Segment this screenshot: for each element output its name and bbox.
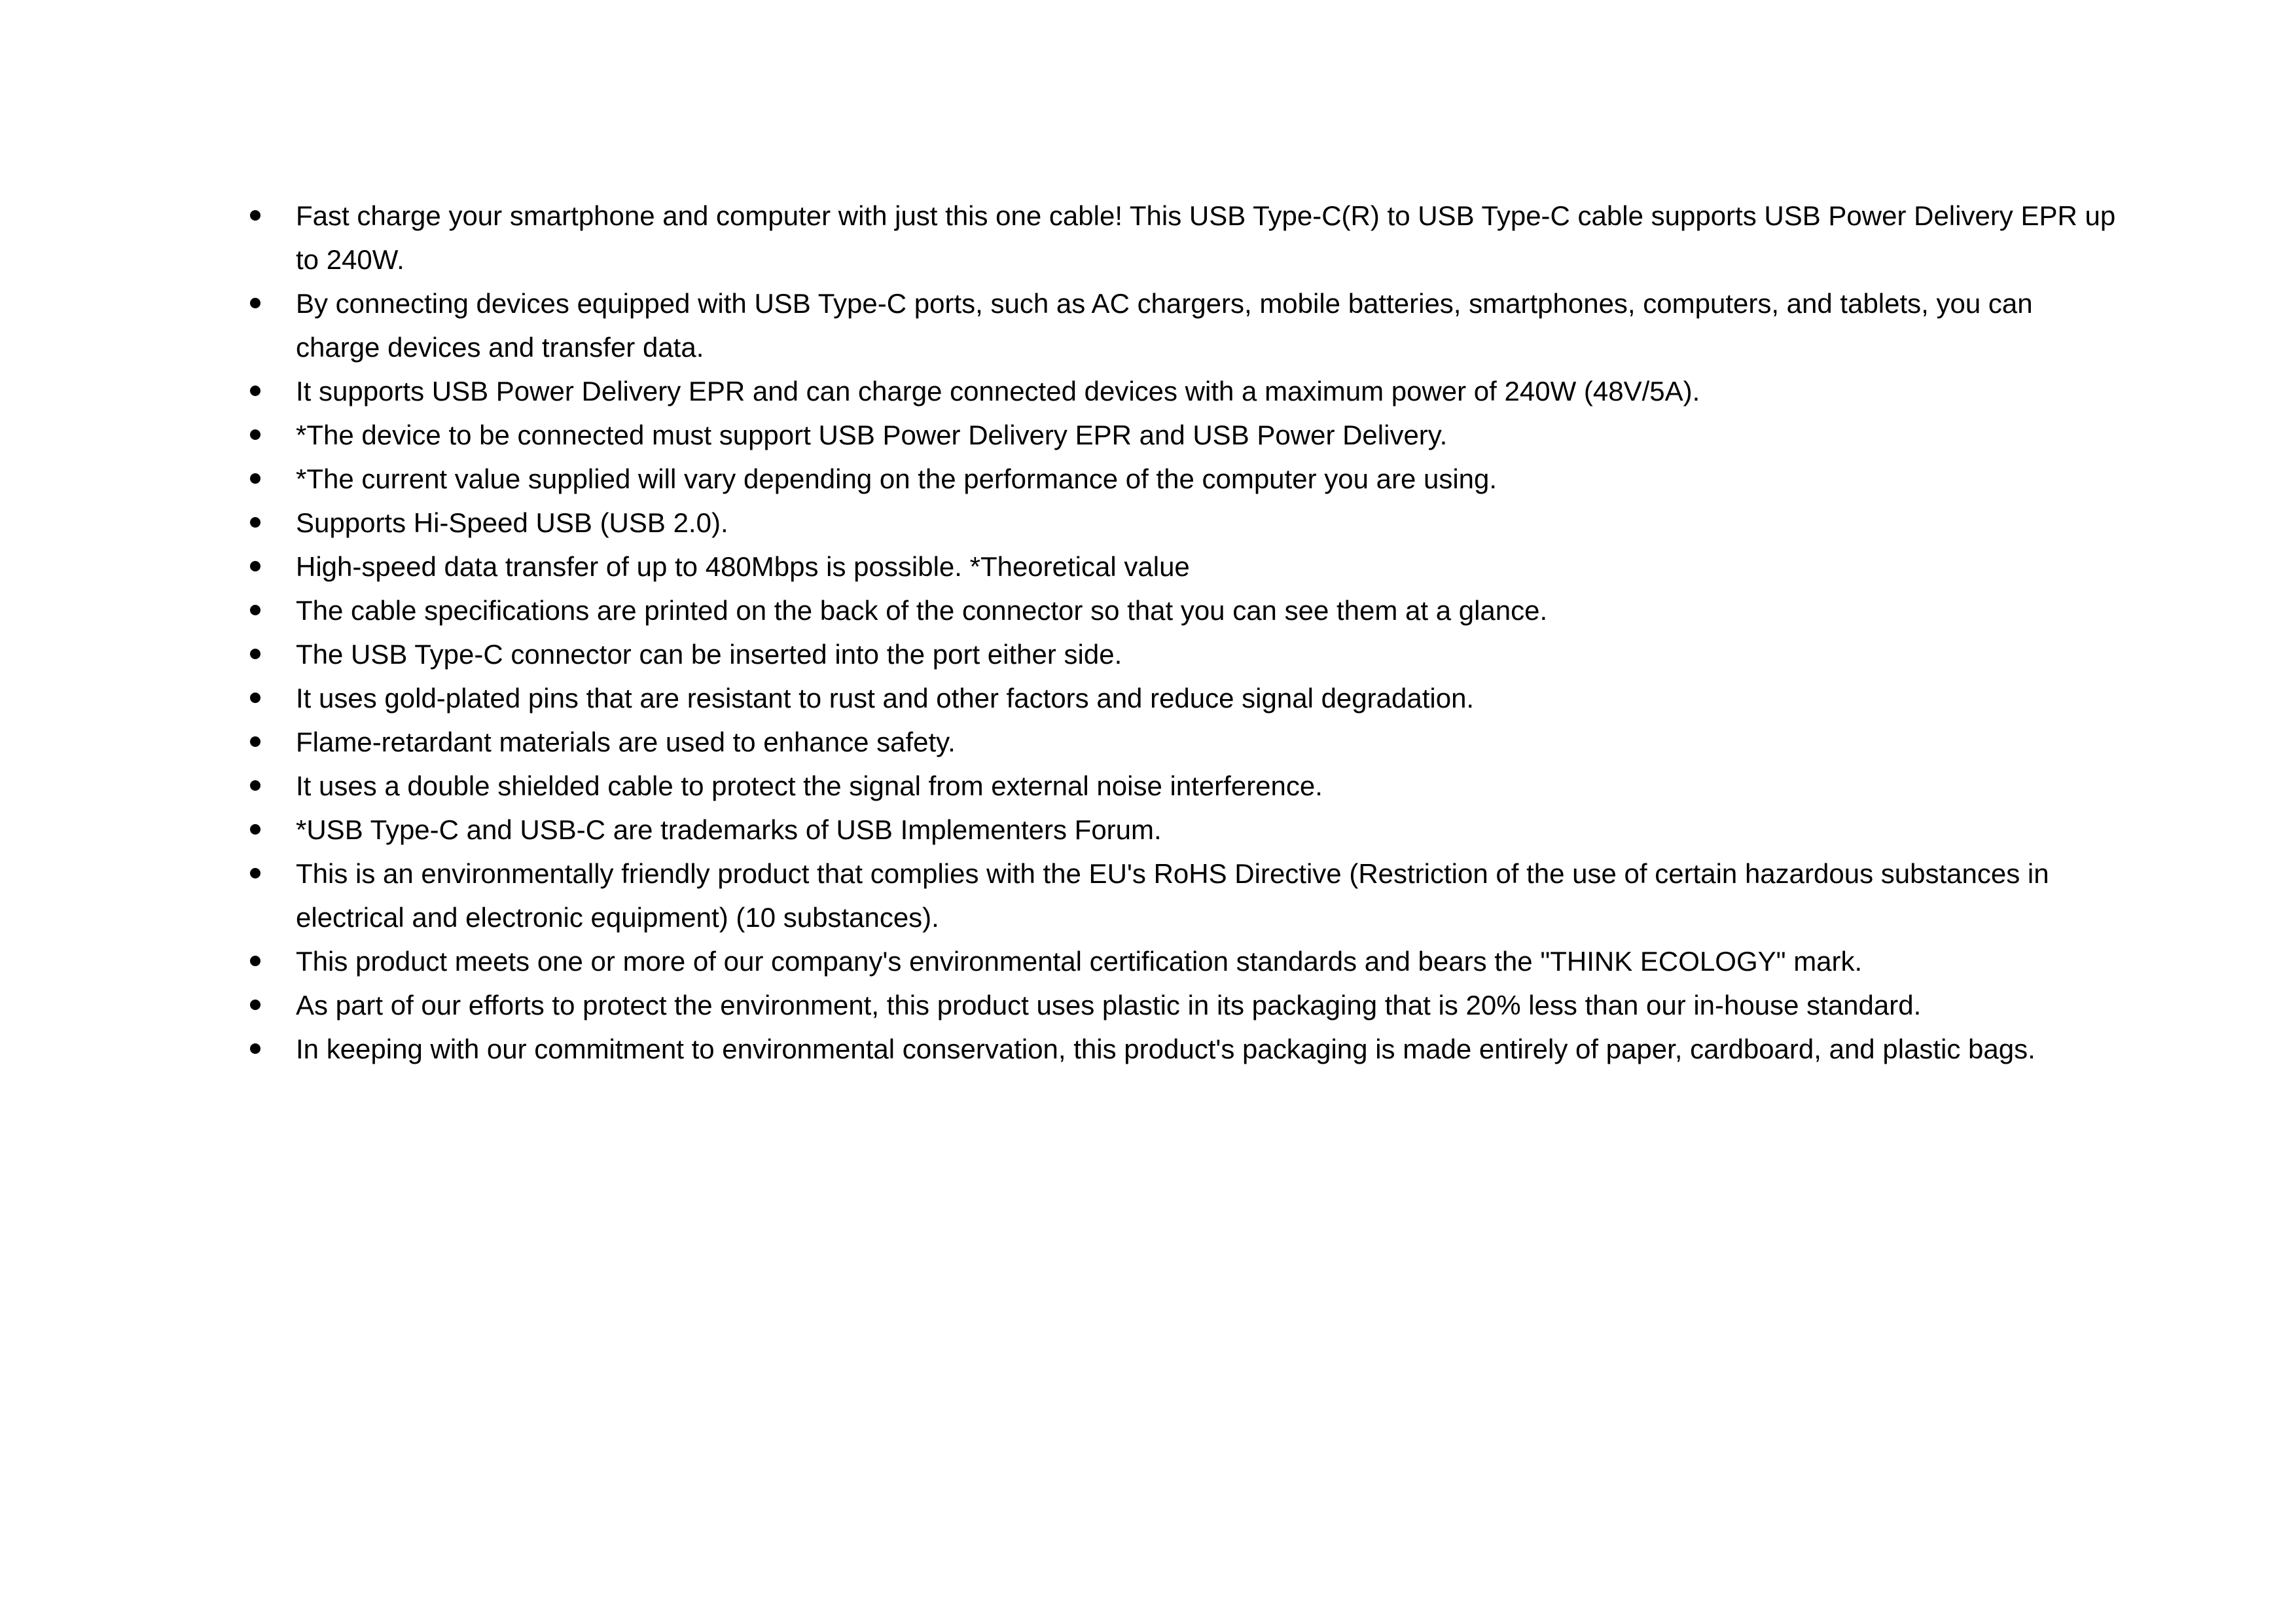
list-item [223,852,2121,939]
list-item [223,194,2121,281]
list-item-text: Fast charge your smartphone and computer with just this one cable! This USB Type-C(R) to USB Type-C cable supports USB Power Delivery EPR up to 240W. [296,200,2116,275]
bullet-icon [250,605,260,615]
list-item [223,501,2121,545]
bullet-icon [250,386,260,396]
bullet-icon [250,649,260,659]
list-item-text: In keeping with our commitment to environmental conservation, this product's packaging is made entirely of paper, cardboard, and plastic bags. [296,1034,2036,1064]
list-item-text: *USB Type-C and USB-C are trademarks of USB Implementers Forum. [296,814,1162,845]
list-item-text: It uses gold-plated pins that are resistant to rust and other factors and reduce signal degradation. [296,683,1475,713]
bullet-icon [250,210,260,221]
list-item-text: By connecting devices equipped with USB Type-C ports, such as AC chargers, mobile batteries, smartphones, computers, and tablets, you can charge devices and transfer data. [296,288,2033,363]
list-item-text: This product meets one or more of our company's environmental certification standards and bears the "THINK ECOLOGY" mark. [296,946,1863,977]
list-item-text: As part of our efforts to protect the environment, this product uses plastic in its packaging that is 20% less than our in-house standard. [296,990,1922,1020]
list-item-text: The USB Type-C connector can be inserted into the port either side. [296,639,1122,670]
bullet-icon [250,429,260,440]
list-item-text: The cable specifications are printed on the back of the connector so that you can see them at a glance. [296,595,1548,626]
bullet-icon [250,956,260,966]
list-item [223,983,2121,1027]
list-item-text: High-speed data transfer of up to 480Mbps is possible. *Theoretical value [296,551,1190,582]
list-item-text: Flame-retardant materials are used to enhance safety. [296,727,956,757]
bullet-icon [250,780,260,791]
list-item [223,588,2121,632]
bullet-icon [250,1000,260,1010]
bullet-icon [250,517,260,528]
bullet-icon [250,473,260,484]
bullet-icon [250,736,260,747]
bullet-icon [250,868,260,878]
bullet-icon [250,693,260,703]
list-item [223,939,2121,983]
bullet-icon [250,561,260,571]
list-item-text: *The current value supplied will vary depending on the performance of the computer you are using. [296,463,1498,494]
list-item-text: Supports Hi-Speed USB (USB 2.0). [296,507,728,538]
list-item-text: It uses a double shielded cable to protect the signal from external noise interference. [296,770,1323,801]
feature-bullet-list [223,194,2121,1071]
bullet-icon [250,298,260,308]
list-item [223,808,2121,852]
bullet-icon [250,824,260,835]
list-item [223,369,2121,413]
list-item [223,1027,2121,1071]
list-item [223,545,2121,588]
list-item [223,413,2121,457]
list-item [223,281,2121,369]
list-item-text: It supports USB Power Delivery EPR and can charge connected devices with a maximum power of 240W (48V/5A). [296,376,1700,406]
list-item-text: *The device to be connected must support USB Power Delivery EPR and USB Power Delivery. [296,420,1448,450]
bullet-icon [250,1043,260,1054]
list-item [223,764,2121,808]
list-item-text: This is an environmentally friendly product that complies with the EU's RoHS Directive (Restriction of the use of certain hazardous substances in electrical and electronic equipment) (10 substances). [296,858,2049,933]
list-item [223,720,2121,764]
list-item [223,457,2121,501]
list-item [223,632,2121,676]
list-item [223,676,2121,720]
